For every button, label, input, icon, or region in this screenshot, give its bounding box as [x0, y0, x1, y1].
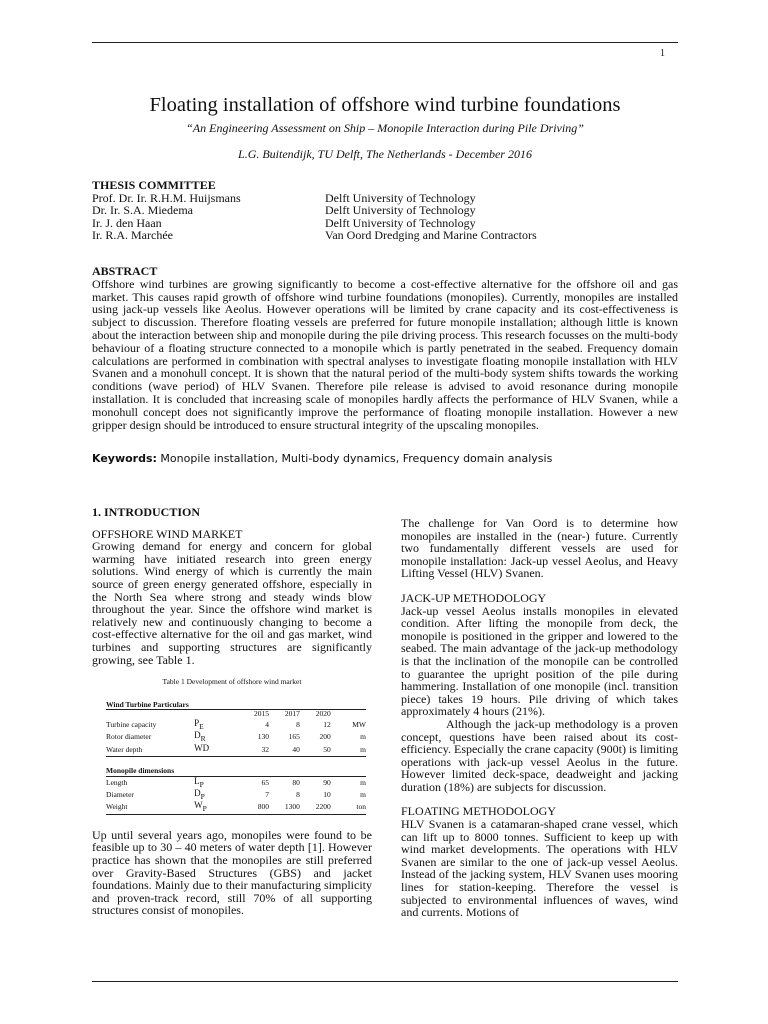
keywords-label: Keywords:: [92, 452, 157, 465]
table-years-row: [106, 710, 366, 719]
row-unit: ton: [331, 801, 366, 814]
market-paragraph: Growing demand for energy and concern for global warming have initiated research into green energy solutions. Wind energy of which is currently the main source of green energy generated offshore, especially in the North Sea where strong and steady winds blow throughout the year. Since the offshore wind market is relatively new and continuously changing to become a cost-effective alternative for the oil and gas market, wind turbines and supporting structures are significantly growing, see Table 1.: [92, 539, 372, 667]
challenge-paragraph: The challenge for Van Oord is to determine how monopiles are installed in the (near-) future. Currently two fundamentally different vessels are used for monopile installation: Jack-up vessel Aeolus, and Heavy Lifting Vessel (HLV) Svanen.: [401, 516, 678, 581]
row-symbol: $W_P$: [194, 801, 238, 814]
row-value: 4: [265, 719, 270, 729]
left-column: [92, 506, 372, 917]
year-cell: 2015: [254, 709, 270, 719]
row-value: 10: [323, 789, 331, 799]
member-affiliation: Delft University of Technology: [325, 215, 476, 230]
row-unit: m: [360, 732, 366, 742]
jackup-heading: JACK-UP METHODOLOGY: [401, 590, 547, 605]
row-value: 12: [323, 719, 331, 729]
row-value: 2200: [300, 801, 331, 814]
row-label: Water depth: [106, 744, 194, 757]
row-unit: m: [360, 789, 366, 799]
row-unit: MW: [352, 719, 366, 729]
member-name: Ir. R.A. Marchée: [92, 228, 173, 243]
group1-heading: Wind Turbine Particulars: [106, 697, 366, 710]
row-value: 1300: [269, 801, 300, 814]
row-label: Length: [106, 777, 128, 787]
row-symbol: $P_E$: [194, 717, 204, 731]
member-affiliation: Delft University of Technology: [325, 190, 476, 205]
table-caption: Table 1 Development of offshore wind market: [162, 677, 302, 687]
header-rule: [92, 42, 678, 43]
row-value: 80: [292, 777, 300, 787]
row-label: Turbine capacity: [106, 719, 157, 729]
row-symbol: $L_P$: [194, 775, 204, 789]
market-heading: OFFSHORE WIND MARKET: [92, 526, 243, 541]
year-cell: 2017: [284, 709, 300, 719]
member-name: Prof. Dr. Ir. R.H.M. Huijsmans: [92, 190, 241, 205]
jackup-paragraph-2: Although the jack-up methodology is a proven concept, questions have been raised about its cost-efficiency. Especially the crane capacity (900t) is limiting operations with jack-up vessel Aeolus in the future. However limited deck-space, deadweight and jacking duration (18%) are subjects for discussion.: [401, 716, 678, 794]
row-value: 32: [238, 744, 269, 757]
row-label: Rotor diameter: [106, 732, 152, 742]
row-value: 65: [261, 777, 270, 787]
row-value: 8: [296, 789, 300, 799]
jackup-paragraph: Jack-up vessel Aeolus installs monopiles in elevated condition. After lifting the monopile from deck, the monopile is positioned in the gripper and lowered to the seabed. The main advantage of the jack-up methodology is that the inclination of the monopile can be controlled to guarantee the upright position of the pile during hammering. Installation of one monopile (incl. transition piece) takes 19 hours. Pile driving of which takes approximately 4 hours (21%).: [401, 603, 678, 719]
paper-subtitle: “An Engineering Assessment on Ship – Monopile Interaction during Pile Driving”: [186, 121, 584, 135]
right-column: [401, 517, 678, 919]
table-group-heading: [106, 763, 366, 776]
row-value: 8: [296, 719, 300, 729]
table-group-heading: [106, 697, 366, 710]
row-symbol: WD: [194, 744, 238, 757]
wind-market-table: [106, 697, 366, 815]
floating-heading: FLOATING METHODOLOGY: [401, 804, 556, 819]
abstract-text: Offshore wind turbines are growing significantly to become a cost-effective alternative for the offshore oil and gas market. This causes rapid growth of offshore wind turbine foundations (monopiles). Currently, monopiles are installed using jack-up vessels like Aeolus. However operations will be limited by crane capacity and its cost-effectiveness is subject to discussion. Therefore floating vessels are preferred for future monopile installation; although little is known about the interaction between ship and monopile during the pile driving process. This research focusses on the multi-body behaviour of a floating structure connected to a monopile which is partly penetrated in the seabed. Frequency domain calculations are performed in combination with spectral analyses to investigate floating monopile installation with HLV Svanen and a monohull concept. It is shown that the natural period of the multi-body system shifts towards the working conditions (wave period) of HLV Svanen. Therefore pile release is advised to avoid resonance during monopile installation. It is concluded that increasing scale of monopiles hardly affects the performance of HLV Svanen, while a monohull concept does not significantly improve the performance of floating monopile installation. However a new gripper design should be introduced to ensure structural integrity of the upscaling monopiles.: [92, 276, 678, 432]
row-value: 50: [300, 744, 331, 757]
row-value: 800: [238, 801, 269, 814]
row-symbol: $D_R$: [194, 730, 206, 744]
paper-title: Floating installation of offshore wind turbine foundations: [149, 94, 621, 116]
member-name: Ir. J. den Haan: [92, 215, 162, 230]
footer-rule: [92, 981, 678, 982]
table-row: [106, 801, 366, 814]
year-cell: 2020: [315, 709, 331, 719]
row-value: 130: [257, 732, 270, 742]
after-table-paragraph: Up until several years ago, monopiles were found to be feasible up to 30 – 40 meters of water depth [1]. However practice has shown that the monopiles are still preferred over Gravity-Based Structures (GBS) and jacket foundations. Mainly due to their manufacturing simplicity and proven-track record, still 70% of all supporting structures consist of monopiles.: [92, 827, 372, 918]
row-value: 165: [288, 732, 300, 742]
group2-heading: Monopile dimensions: [106, 763, 366, 776]
thesis-committee: [92, 179, 678, 242]
table-row: [106, 789, 366, 801]
row-label: Diameter: [106, 789, 134, 799]
abstract-heading: ABSTRACT: [92, 264, 158, 278]
member-name: Dr. Ir. S.A. Miedema: [92, 203, 193, 218]
floating-paragraph: HLV Svanen is a catamaran-shaped crane vessel, which can lift up to 8000 tonnes. Sufficient to keep up with wind market developments. The operations with HLV Svanen are similar to the one of jack-up vessel Aeolus. Instead of the jacking system, HLV Svanen uses mooring lines for station-keeping. Therefore the vessel is subjected to environmental influences of waves, wind and currents. Motions of: [401, 817, 678, 920]
row-symbol: $D_P$: [194, 788, 205, 801]
keywords-line: [92, 452, 678, 465]
row-unit: m: [331, 744, 366, 757]
intro-heading: 1. INTRODUCTION: [92, 505, 201, 519]
row-unit: m: [360, 777, 366, 787]
row-value: 200: [319, 732, 331, 742]
table-row: [106, 744, 366, 757]
committee-heading: THESIS COMMITTEE: [92, 178, 216, 192]
page-number: 1: [660, 48, 665, 59]
member-affiliation: Delft University of Technology: [325, 203, 476, 218]
author-line: L.G. Buitendijk, TU Delft, The Netherlands - December 2016: [238, 147, 532, 161]
row-label: Weight: [106, 801, 194, 814]
member-affiliation: Van Oord Dredging and Marine Contractors: [325, 228, 537, 243]
committee-member: [92, 229, 678, 242]
keywords-text: Monopile installation, Multi-body dynamics, Frequency domain analysis: [156, 452, 553, 465]
table-row: [106, 776, 366, 789]
abstract-section: [92, 265, 678, 431]
row-value: 7: [265, 789, 270, 799]
committee-member: [92, 204, 678, 217]
table-row: [106, 731, 366, 743]
row-value: 90: [323, 777, 331, 787]
row-value: 40: [269, 744, 300, 757]
table-row: [106, 719, 366, 731]
